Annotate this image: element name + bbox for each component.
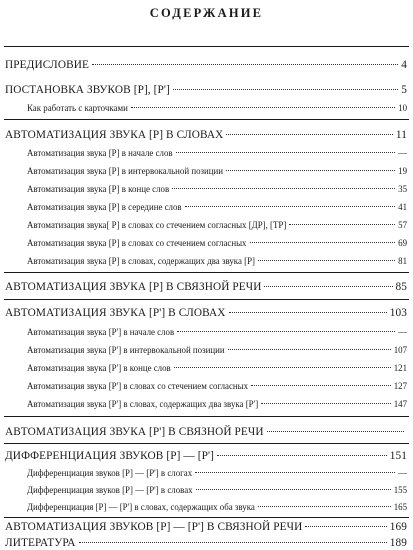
toc-subentry [0,202,407,212]
toc-entry-page: 121 [393,363,407,373]
toc-entry-page: 69 [398,238,407,248]
toc-entry-title: Автоматизация звука [Р] в середине слов [27,202,182,212]
toc-entry-title: Автоматизация звука [Р] в конце слов [27,184,170,194]
dot-leader [79,542,387,543]
toc-subentry [0,345,407,355]
toc-entry-page: 57 [398,220,407,230]
dot-leader [226,170,395,171]
toc-subentry [0,166,407,176]
toc-entry-title: АВТОМАТИЗАЦИЯ ЗВУКА [Р] В СВЯЗНОЙ РЕЧИ [5,281,262,293]
dot-leader [258,506,391,507]
toc-entry-title: Автоматизация звука[ Р] в словах со стечением согласных [ДР], [ТР] [27,220,287,230]
dot-leader [173,89,398,90]
toc-entry-title: Дифференциация звуков [Р] — [Р'] в слогах [27,468,193,478]
dot-leader [195,472,395,473]
toc-entry-title: Автоматизация звука [Р'] в словах со стечением согласных [27,381,249,391]
toc-entry-page: 169 [389,521,407,533]
toc-subentry [0,468,407,478]
dot-leader [289,224,395,225]
toc-entry-title: Автоматизация звука [Р'] в интервокальной позиции [27,345,225,355]
dot-leader [172,188,395,189]
toc-entry-literature [0,537,407,549]
dot-leader [261,403,391,404]
toc-subentry [0,399,407,409]
toc-entry-page: 155 [393,485,407,495]
toc-entry-title: Автоматизация звука [Р] в словах, содержащих два звука [Р] [27,256,255,266]
toc-entry-title: Как работать с карточками [27,103,128,113]
toc-entry-page: 5 [401,84,407,96]
dot-leader [250,242,396,243]
dot-leader [229,312,387,313]
dot-leader [176,152,396,153]
toc-entry-page: — [398,148,407,158]
toc-entry-title: Автоматизация звука [Р] в начале слов [27,148,173,158]
toc-entry-section [0,129,407,141]
dot-leader [258,260,395,261]
toc-entry-page: 10 [398,103,407,113]
toc-subentry [0,363,407,373]
toc-subentry [0,327,407,337]
toc-entry-page: 165 [393,502,407,512]
toc-entry-title: Автоматизация звука [Р] в словах со стечением согласных [27,238,247,248]
toc-subentry [0,148,407,158]
toc-entry-page: 189 [389,537,407,549]
toc-entry-section [0,281,407,293]
toc-subentry [0,220,407,230]
toc-entry-section [0,426,407,438]
toc-entry-title: АВТОМАТИЗАЦИЯ ЗВУКА [Р'] В СЛОВАХ [5,307,226,319]
toc-subentry [0,485,407,495]
dot-leader [264,286,392,287]
section-divider [4,416,409,417]
dot-leader [305,526,386,527]
toc-entry-page: — [398,327,407,337]
toc-entry-title: АВТОМАТИЗАЦИЯ ЗВУКА [Р] В СЛОВАХ [5,129,224,141]
toc-entry-title: АВТОМАТИЗАЦИЯ ЗВУКОВ [Р] — [Р'] В СВЯЗНОЙ РЕЧИ [5,521,303,533]
toc-entry-page: 107 [393,345,407,355]
section-divider [4,443,409,444]
dot-leader [196,489,391,490]
toc-entry-page: 127 [393,381,407,391]
toc-entry-section [0,450,407,462]
toc-entry-page: 85 [395,281,407,293]
toc-entry-section [0,307,407,319]
toc-entry-page: 151 [389,450,407,462]
toc-subentry [0,184,407,194]
dot-leader [177,331,395,332]
toc-subentry [0,256,407,266]
dot-leader [251,385,391,386]
toc-entry-page: 35 [398,184,407,194]
toc-entry-title: Автоматизация звука [Р'] в начале слов [27,327,175,337]
toc-entry-title: ПОСТАНОВКА ЗВУКОВ [Р], [Р'] [5,84,170,96]
toc-entry-title: Дифференциация [Р] — [Р'] в словах, содержащих оба звука [27,502,255,512]
toc-subentry [0,381,407,391]
toc-entry-title: ПРЕДИСЛОВИЕ [5,59,89,71]
dot-leader [228,349,391,350]
toc-entry-page: 11 [395,129,407,141]
toc-subentry [0,502,407,512]
page-title: СОДЕРЖАНИЕ [149,6,264,20]
toc-entry-page: 147 [393,399,407,409]
toc-entry-title: Дифференциация звуков [Р] — [Р'] в словах [27,485,193,495]
toc-entry-title: АВТОМАТИЗАЦИЯ ЗВУКА [Р'] В СВЯЗНОЙ РЕЧИ [5,426,264,438]
dot-leader [185,206,396,207]
toc-entry-title: ЛИТЕРАТУРА [5,537,76,549]
toc-entry-page: 41 [398,202,407,212]
toc-entry-title: Автоматизация звука [Р'] в словах, содержащих два звука [Р'] [27,399,259,409]
dot-leader [217,455,387,456]
dot-leader [174,367,391,368]
toc-entry-page: 81 [398,256,407,266]
section-divider [4,272,409,273]
dot-leader [226,134,393,135]
section-divider [4,299,409,300]
toc-entry-title: Автоматизация звука [Р'] в конце слов [27,363,171,373]
toc-subentry [0,238,407,248]
dot-leader [92,64,398,65]
toc-entry-title: ДИФФЕРЕНЦИАЦИЯ ЗВУКОВ [Р] — [Р'] [5,450,214,462]
section-divider [4,119,409,120]
toc-entry-page: — [398,468,407,478]
toc-entry-page: 4 [401,59,407,71]
section-divider [4,517,409,518]
toc-entry-page: 103 [389,307,407,319]
toc-subentry [0,103,407,113]
top-divider [4,46,409,47]
toc-entry-preface [0,59,407,71]
dot-leader [131,107,395,108]
toc-entry-title: Автоматизация звука [Р] в интервокальной позиции [27,166,224,176]
toc-entry-page: 19 [398,166,407,176]
toc-entry-sound-setup [0,84,407,96]
dot-leader [267,431,404,432]
toc-entry-section [0,521,407,533]
